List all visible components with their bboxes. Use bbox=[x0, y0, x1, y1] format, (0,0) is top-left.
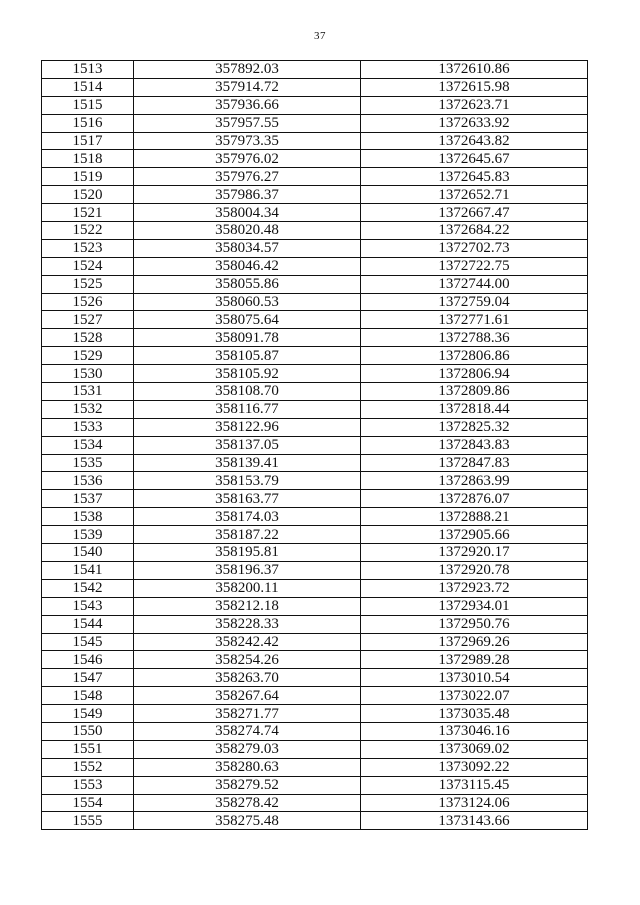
y-coordinate-cell: 1372633.92 bbox=[361, 114, 588, 132]
x-coordinate-cell: 358105.92 bbox=[134, 365, 361, 383]
y-coordinate-cell: 1372645.83 bbox=[361, 168, 588, 186]
table-row bbox=[42, 365, 588, 383]
x-coordinate-cell: 358075.64 bbox=[134, 311, 361, 329]
y-coordinate-cell: 1372643.82 bbox=[361, 132, 588, 150]
y-coordinate-cell: 1372863.99 bbox=[361, 472, 588, 490]
table-row bbox=[42, 96, 588, 114]
point-number-cell: 1543 bbox=[42, 597, 134, 615]
table-row bbox=[42, 615, 588, 633]
table-row bbox=[42, 239, 588, 257]
table-row bbox=[42, 347, 588, 365]
y-coordinate-cell: 1373035.48 bbox=[361, 705, 588, 723]
table-row bbox=[42, 400, 588, 418]
table-row bbox=[42, 329, 588, 347]
y-coordinate-cell: 1372744.00 bbox=[361, 275, 588, 293]
table-row bbox=[42, 490, 588, 508]
table-row bbox=[42, 383, 588, 401]
table-row bbox=[42, 794, 588, 812]
point-number-cell: 1526 bbox=[42, 293, 134, 311]
table-row bbox=[42, 222, 588, 240]
table-row bbox=[42, 579, 588, 597]
point-number-cell: 1541 bbox=[42, 561, 134, 579]
x-coordinate-cell: 358055.86 bbox=[134, 275, 361, 293]
point-number-cell: 1555 bbox=[42, 812, 134, 830]
point-number-cell: 1530 bbox=[42, 365, 134, 383]
point-number-cell: 1516 bbox=[42, 114, 134, 132]
y-coordinate-cell: 1373124.06 bbox=[361, 794, 588, 812]
x-coordinate-cell: 358263.70 bbox=[134, 669, 361, 687]
point-number-cell: 1528 bbox=[42, 329, 134, 347]
x-coordinate-cell: 358271.77 bbox=[134, 705, 361, 723]
table-row bbox=[42, 436, 588, 454]
point-number-cell: 1553 bbox=[42, 776, 134, 794]
point-number-cell: 1549 bbox=[42, 705, 134, 723]
x-coordinate-cell: 358200.11 bbox=[134, 579, 361, 597]
table-row bbox=[42, 61, 588, 79]
y-coordinate-cell: 1372702.73 bbox=[361, 239, 588, 257]
point-number-cell: 1529 bbox=[42, 347, 134, 365]
page-number: 37 bbox=[314, 30, 326, 42]
table-row bbox=[42, 257, 588, 275]
point-number-cell: 1527 bbox=[42, 311, 134, 329]
table-row bbox=[42, 544, 588, 562]
x-coordinate-cell: 357892.03 bbox=[134, 61, 361, 79]
x-coordinate-cell: 358046.42 bbox=[134, 257, 361, 275]
point-number-cell: 1547 bbox=[42, 669, 134, 687]
table-row bbox=[42, 508, 588, 526]
y-coordinate-cell: 1372652.71 bbox=[361, 186, 588, 204]
y-coordinate-cell: 1372969.26 bbox=[361, 633, 588, 651]
y-coordinate-cell: 1372843.83 bbox=[361, 436, 588, 454]
point-number-cell: 1533 bbox=[42, 418, 134, 436]
x-coordinate-cell: 358060.53 bbox=[134, 293, 361, 311]
table-row bbox=[42, 687, 588, 705]
x-coordinate-cell: 358153.79 bbox=[134, 472, 361, 490]
table-row bbox=[42, 758, 588, 776]
y-coordinate-cell: 1372645.67 bbox=[361, 150, 588, 168]
y-coordinate-cell: 1372989.28 bbox=[361, 651, 588, 669]
point-number-cell: 1515 bbox=[42, 96, 134, 114]
y-coordinate-cell: 1373022.07 bbox=[361, 687, 588, 705]
table-row bbox=[42, 722, 588, 740]
x-coordinate-cell: 358267.64 bbox=[134, 687, 361, 705]
x-coordinate-cell: 358242.42 bbox=[134, 633, 361, 651]
point-number-cell: 1545 bbox=[42, 633, 134, 651]
point-number-cell: 1552 bbox=[42, 758, 134, 776]
table-row bbox=[42, 633, 588, 651]
x-coordinate-cell: 357976.02 bbox=[134, 150, 361, 168]
table-row bbox=[42, 812, 588, 830]
table-row bbox=[42, 776, 588, 794]
x-coordinate-cell: 358280.63 bbox=[134, 758, 361, 776]
x-coordinate-cell: 358174.03 bbox=[134, 508, 361, 526]
y-coordinate-cell: 1372934.01 bbox=[361, 597, 588, 615]
x-coordinate-cell: 358278.42 bbox=[134, 794, 361, 812]
x-coordinate-cell: 358163.77 bbox=[134, 490, 361, 508]
x-coordinate-cell: 357973.35 bbox=[134, 132, 361, 150]
point-number-cell: 1544 bbox=[42, 615, 134, 633]
point-number-cell: 1520 bbox=[42, 186, 134, 204]
point-number-cell: 1524 bbox=[42, 257, 134, 275]
y-coordinate-cell: 1373069.02 bbox=[361, 740, 588, 758]
y-coordinate-cell: 1372806.86 bbox=[361, 347, 588, 365]
x-coordinate-cell: 358105.87 bbox=[134, 347, 361, 365]
y-coordinate-cell: 1372806.94 bbox=[361, 365, 588, 383]
table-row bbox=[42, 651, 588, 669]
table-row bbox=[42, 561, 588, 579]
x-coordinate-cell: 358274.74 bbox=[134, 722, 361, 740]
x-coordinate-cell: 358116.77 bbox=[134, 400, 361, 418]
x-coordinate-cell: 358004.34 bbox=[134, 204, 361, 222]
y-coordinate-cell: 1372920.17 bbox=[361, 544, 588, 562]
y-coordinate-cell: 1372923.72 bbox=[361, 579, 588, 597]
y-coordinate-cell: 1372759.04 bbox=[361, 293, 588, 311]
y-coordinate-cell: 1373092.22 bbox=[361, 758, 588, 776]
y-coordinate-cell: 1372876.07 bbox=[361, 490, 588, 508]
point-number-cell: 1537 bbox=[42, 490, 134, 508]
x-coordinate-cell: 358034.57 bbox=[134, 239, 361, 257]
x-coordinate-cell: 358275.48 bbox=[134, 812, 361, 830]
point-number-cell: 1517 bbox=[42, 132, 134, 150]
x-coordinate-cell: 357986.37 bbox=[134, 186, 361, 204]
point-number-cell: 1538 bbox=[42, 508, 134, 526]
y-coordinate-cell: 1373115.45 bbox=[361, 776, 588, 794]
table-row bbox=[42, 705, 588, 723]
y-coordinate-cell: 1372888.21 bbox=[361, 508, 588, 526]
x-coordinate-cell: 358195.81 bbox=[134, 544, 361, 562]
x-coordinate-cell: 358137.05 bbox=[134, 436, 361, 454]
table-row bbox=[42, 418, 588, 436]
x-coordinate-cell: 358228.33 bbox=[134, 615, 361, 633]
y-coordinate-cell: 1372722.75 bbox=[361, 257, 588, 275]
table-row bbox=[42, 275, 588, 293]
y-coordinate-cell: 1372809.86 bbox=[361, 383, 588, 401]
y-coordinate-cell: 1372771.61 bbox=[361, 311, 588, 329]
point-number-cell: 1513 bbox=[42, 61, 134, 79]
point-number-cell: 1522 bbox=[42, 222, 134, 240]
y-coordinate-cell: 1372615.98 bbox=[361, 78, 588, 96]
point-number-cell: 1540 bbox=[42, 544, 134, 562]
point-number-cell: 1550 bbox=[42, 722, 134, 740]
table-row bbox=[42, 293, 588, 311]
point-number-cell: 1536 bbox=[42, 472, 134, 490]
table-row bbox=[42, 168, 588, 186]
point-number-cell: 1546 bbox=[42, 651, 134, 669]
table-row bbox=[42, 150, 588, 168]
x-coordinate-cell: 358122.96 bbox=[134, 418, 361, 436]
point-number-cell: 1551 bbox=[42, 740, 134, 758]
coordinates-table bbox=[41, 60, 588, 830]
y-coordinate-cell: 1372684.22 bbox=[361, 222, 588, 240]
x-coordinate-cell: 358196.37 bbox=[134, 561, 361, 579]
point-number-cell: 1535 bbox=[42, 454, 134, 472]
point-number-cell: 1534 bbox=[42, 436, 134, 454]
point-number-cell: 1554 bbox=[42, 794, 134, 812]
y-coordinate-cell: 1372788.36 bbox=[361, 329, 588, 347]
table-row bbox=[42, 114, 588, 132]
table-row bbox=[42, 311, 588, 329]
x-coordinate-cell: 357976.27 bbox=[134, 168, 361, 186]
y-coordinate-cell: 1372825.32 bbox=[361, 418, 588, 436]
point-number-cell: 1542 bbox=[42, 579, 134, 597]
table-row bbox=[42, 186, 588, 204]
table-row bbox=[42, 78, 588, 96]
y-coordinate-cell: 1372950.76 bbox=[361, 615, 588, 633]
y-coordinate-cell: 1372610.86 bbox=[361, 61, 588, 79]
table-row bbox=[42, 454, 588, 472]
x-coordinate-cell: 358254.26 bbox=[134, 651, 361, 669]
y-coordinate-cell: 1373010.54 bbox=[361, 669, 588, 687]
point-number-cell: 1519 bbox=[42, 168, 134, 186]
y-coordinate-cell: 1372920.78 bbox=[361, 561, 588, 579]
x-coordinate-cell: 358279.03 bbox=[134, 740, 361, 758]
table-row bbox=[42, 669, 588, 687]
y-coordinate-cell: 1373143.66 bbox=[361, 812, 588, 830]
coordinates-table-body bbox=[42, 61, 588, 830]
y-coordinate-cell: 1372818.44 bbox=[361, 400, 588, 418]
y-coordinate-cell: 1372905.66 bbox=[361, 526, 588, 544]
y-coordinate-cell: 1373046.16 bbox=[361, 722, 588, 740]
point-number-cell: 1539 bbox=[42, 526, 134, 544]
point-number-cell: 1523 bbox=[42, 239, 134, 257]
x-coordinate-cell: 357914.72 bbox=[134, 78, 361, 96]
y-coordinate-cell: 1372623.71 bbox=[361, 96, 588, 114]
x-coordinate-cell: 358091.78 bbox=[134, 329, 361, 347]
x-coordinate-cell: 357936.66 bbox=[134, 96, 361, 114]
table-row bbox=[42, 472, 588, 490]
y-coordinate-cell: 1372847.83 bbox=[361, 454, 588, 472]
point-number-cell: 1531 bbox=[42, 383, 134, 401]
table-row bbox=[42, 204, 588, 222]
table-row bbox=[42, 526, 588, 544]
table-row bbox=[42, 740, 588, 758]
x-coordinate-cell: 358139.41 bbox=[134, 454, 361, 472]
x-coordinate-cell: 358020.48 bbox=[134, 222, 361, 240]
point-number-cell: 1525 bbox=[42, 275, 134, 293]
table-row bbox=[42, 597, 588, 615]
x-coordinate-cell: 357957.55 bbox=[134, 114, 361, 132]
table-row bbox=[42, 132, 588, 150]
point-number-cell: 1532 bbox=[42, 400, 134, 418]
x-coordinate-cell: 358212.18 bbox=[134, 597, 361, 615]
x-coordinate-cell: 358108.70 bbox=[134, 383, 361, 401]
x-coordinate-cell: 358279.52 bbox=[134, 776, 361, 794]
point-number-cell: 1514 bbox=[42, 78, 134, 96]
point-number-cell: 1548 bbox=[42, 687, 134, 705]
x-coordinate-cell: 358187.22 bbox=[134, 526, 361, 544]
point-number-cell: 1521 bbox=[42, 204, 134, 222]
y-coordinate-cell: 1372667.47 bbox=[361, 204, 588, 222]
point-number-cell: 1518 bbox=[42, 150, 134, 168]
